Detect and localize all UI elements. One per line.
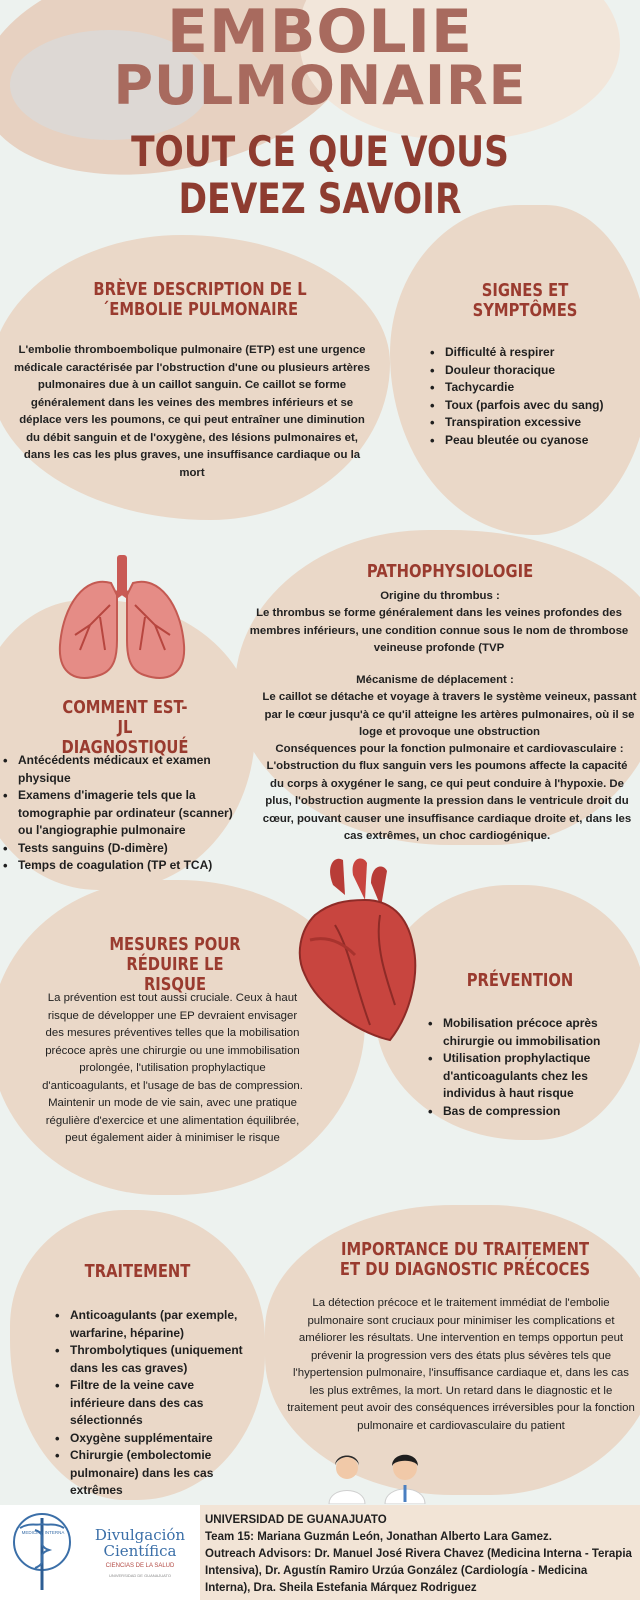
importance-heading: IMPORTANCE DU TRAIȚEMENT ET DU DIAGNOSTIC PRÉCOCES <box>339 1239 591 1280</box>
list-item: • Chirurgie (embolectomie pulmonaire) dans les cas extrêmes <box>55 1447 245 1500</box>
pathophysiology-origin-title: Origine du thrombus : <box>380 590 500 602</box>
list-item: • Tests sanguins (D-dimère) <box>3 840 248 858</box>
list-item: • Tachycardie <box>430 379 635 397</box>
description-heading: BRÈVE DESCRIPTION DE L´EMBOLIE PULMONAIRE <box>93 279 307 320</box>
lungs-illustration <box>55 555 190 690</box>
treatment-heading: TRAITEMENT <box>84 1261 191 1282</box>
diagnosis-list <box>3 752 248 875</box>
page-subtitle-line1: TOUT CE QUE VOUS <box>131 127 509 176</box>
description-text: L'embolie thromboembolique pulmonaire (ETP) est une urgence médicale caractérisée par l'obstruction d'une ou plusieurs artères pulmonaires due à un caillot sanguin. Ce caillot se forme généralement dans les veines des membres inférieurs et se déplace vers les poumons, ce qui peut entraîner une diminution du débit sanguin et de l'oxygène, des lésions pulmonaires et, dans les cas les plus graves, une insuffisance cardiaque ou la mort <box>13 344 371 479</box>
list-item: • Difficulté à respirer <box>430 344 635 362</box>
logo-title-line1: Divulgación <box>94 1526 186 1544</box>
list-item: • Thrombolytiques (uniquement dans les cas graves) <box>55 1342 245 1377</box>
list-item: • Peau bleutée ou cyanose <box>430 432 635 450</box>
list-item: • Douleur thoracique <box>430 362 635 380</box>
footer-team: Team 15: Mariana Guzmán León, Jonathan Alberto Lara Gamez. <box>205 1531 552 1543</box>
logo-subtitle: CIENCIAS DE LA SALUD <box>105 1563 175 1569</box>
pathophysiology-origin-text: Le thrombus se forme généralement dans les veines profondes des membres inférieurs, une condition connue sous le nom de thrombose veineuse profonde (TVP <box>249 607 629 654</box>
pathophysiology-mechanism-text: Le caillot se détache et voyage à travers le système veineux, passant par le cœur jusqu'à ce qu'il atteigne les artères pulmonaires, où il se loge et provoque une obstruction <box>262 691 637 738</box>
list-item: • Temps de coagulation (TP et TCA) <box>3 857 248 875</box>
pathophysiology-consequences-text: L'obstruction du flux sanguin vers les poumons affecte la capacité du corps à oxygéner le sang, ce qui peut conduire à l'hypoxie. De plus, l'obstruction augmente la pression dans le ventricule droit du cœur, pouvant causer une insuffisance cardiaque droite et, dans les cas extrêmes, un choc cardiogénique. <box>262 760 632 842</box>
risk-heading: MESURES POUR RÉDUIRE LE RISQUE <box>109 934 241 995</box>
prevention-heading: PRÉVENTION <box>466 970 574 991</box>
footer-university: UNIVERSIDAD DE GUANAJUATO <box>205 1514 387 1526</box>
pathophysiology-heading: PATHOPHYSIOLOGIE <box>366 561 534 582</box>
page-subtitle-line2: DEVEZ SAVOIR <box>178 174 462 223</box>
list-item: • Anticoagulants (par exemple, warfarine, héparine) <box>55 1307 245 1342</box>
pathophysiology-mechanism-title: Mécanisme de déplacement : <box>356 674 514 686</box>
doctor-avatars <box>325 1452 440 1504</box>
importance-text: La détection précoce et le traitement immédiat de l'embolie pulmonaire sont cruciaux pour minimiser les complications et améliorer les résultats. Une intervention en temps opportun peut prévenir la progression vers des états plus sévères tels que l'hypertension pulmonaire, l'insuffisance cardiaque et, dans les cas les plus extrêmes, la mort. Un retard dans le diagnostic et le traitement peut avoir des conséquences irréversibles pour la fonction pulmonaire et cardiovasculaire du patient <box>287 1297 635 1432</box>
list-item: • Bas de compression <box>428 1103 638 1121</box>
logo-title-line2: Científica <box>103 1542 177 1560</box>
heart-illustration <box>295 855 420 1045</box>
risk-text: La prévention est tout aussi cruciale. Ceux à haut risque de développer une EP devraient envisager des mesures préventives telles que la mobilisation précoce après une chirurgie ou une immobilisation prolongée, l'utilisation prophylactique d'anticoagulants, et l'usage de bas de compression. Maintenir un mode de vie sain, avec une pratique régulière d'exercice et une alimentation équilibrée, peut également aider à minimiser le risque <box>42 992 303 1144</box>
page-title-line2: PULMONAIRE <box>113 54 527 117</box>
page-title-line1: EMBOLIE <box>167 0 473 67</box>
logo-caption: UNIVERSIDAD DE GUANAJUATO <box>108 1573 172 1578</box>
list-item: • Oxygène supplémentaire <box>55 1430 245 1448</box>
pathophysiology-consequences-title: Conséquences pour la fonction pulmonaire et cardiovasculaire : <box>275 743 624 755</box>
treatment-list <box>55 1307 245 1500</box>
list-item: • Utilisation prophylactique d'anticoagulants chez les individus à haut risque <box>428 1050 638 1103</box>
prevention-list <box>428 1015 638 1120</box>
footer-credits <box>205 1512 635 1597</box>
signs-heading-text: SIGNES ET SYMPTÔMES <box>472 280 578 321</box>
footer-advisors: Outreach Advisors: Dr. Manuel José Rivera Chavez (Medicina Interna - Terapia Intensiva), Dr. Agustín Ramiro Urzúa González (Cardiología - Medicina Interna), Dra. Sheila Estefania Márquez Rodriguez <box>205 1548 632 1594</box>
list-item: • Examens d'imagerie tels que la tomographie par ordinateur (scanner) ou l'angiographie pulmonaire <box>3 787 248 840</box>
seal-caption: MEDICINA INTERNA <box>21 1530 65 1535</box>
signs-heading <box>468 281 583 321</box>
list-item: • Antécédents médicaux et examen physique <box>3 752 248 787</box>
list-item: • Toux (parfois avec du sang) <box>430 397 635 415</box>
diagnosis-heading: COMMENT EST-JL DIAGNOSTIQUÉ <box>61 697 189 758</box>
signs-list <box>430 344 635 449</box>
list-item: • Transpiration excessive <box>430 414 635 432</box>
list-item: • Filtre de la veine cave inférieure dans des cas sélectionnés <box>55 1377 245 1430</box>
list-item: • Mobilisation précoce après chirurgie ou immobilisation <box>428 1015 638 1050</box>
medicine-seal-logo <box>5 1510 80 1595</box>
